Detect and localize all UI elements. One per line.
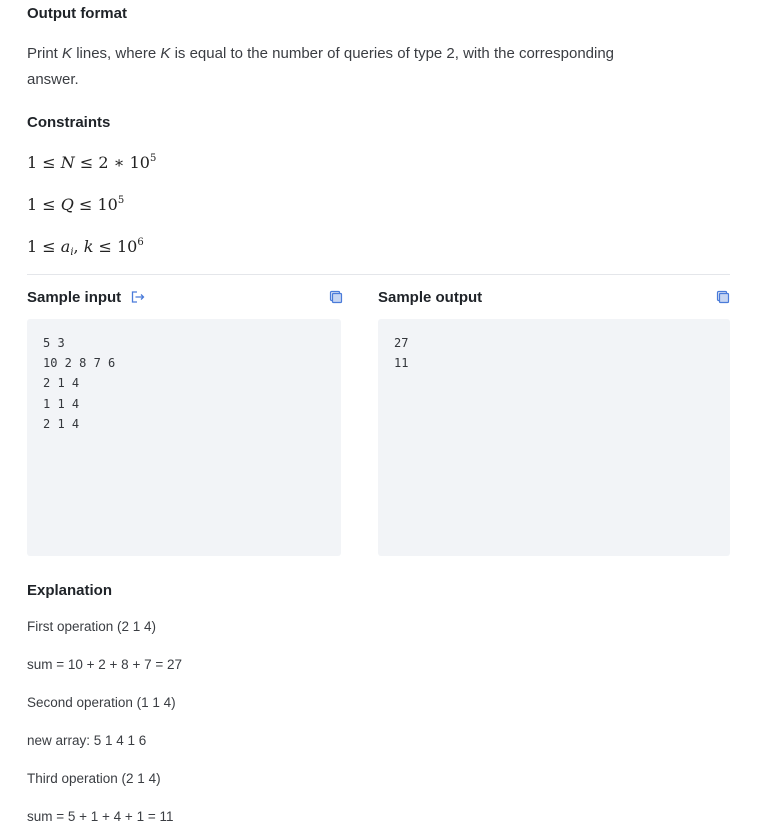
explanation-line: Third operation (2 1 4) [27,771,161,786]
explanation-line: First operation (2 1 4) [27,619,157,634]
explanation-line: sum = 10 + 2 + 8 + 7 = 27 [27,657,182,672]
section-divider [27,274,730,275]
sample-output-heading: Sample output [378,289,483,306]
explanation-line: new array: 5 1 4 1 6 [27,733,147,748]
explanation-heading: Explanation [27,582,113,599]
sample-input-box [27,319,341,556]
sample-input-line: 2 1 4 [43,416,80,431]
copy-input-icon[interactable] [329,290,343,304]
open-in-new-icon[interactable] [131,291,145,303]
output-format-text: Print K lines, where K is equal to the number of queries of type 2, with the corresponding answer. [27,45,615,88]
explanation-line: sum = 5 + 1 + 4 + 1 = 11 [27,809,174,824]
constraint-n: 1 ≤ N ≤ 2 ∗ $10^5$ [27,153,157,172]
sample-input-line: 1 1 4 [43,396,80,411]
constraint-ai-k: $1 \le a_i$, $k \le 10^6$ [27,237,144,258]
sample-input-heading: Sample input [27,289,145,306]
sample-output-box [378,319,730,556]
copy-output-icon[interactable] [716,290,730,304]
sample-output-line: 11 [394,356,409,371]
explanation-line: Second operation (1 1 4) [27,695,176,710]
sample-input-line: 10 2 8 7 6 [43,356,116,371]
sample-input-line: 5 3 [43,336,65,350]
constraints-heading: Constraints [27,114,111,131]
sample-input-line: 2 1 4 [43,376,80,391]
output-format-heading: Output format [27,5,127,22]
sample-output-line: 27 [394,336,409,350]
constraint-q: $1 \le Q \le 10^5$ [27,195,125,214]
